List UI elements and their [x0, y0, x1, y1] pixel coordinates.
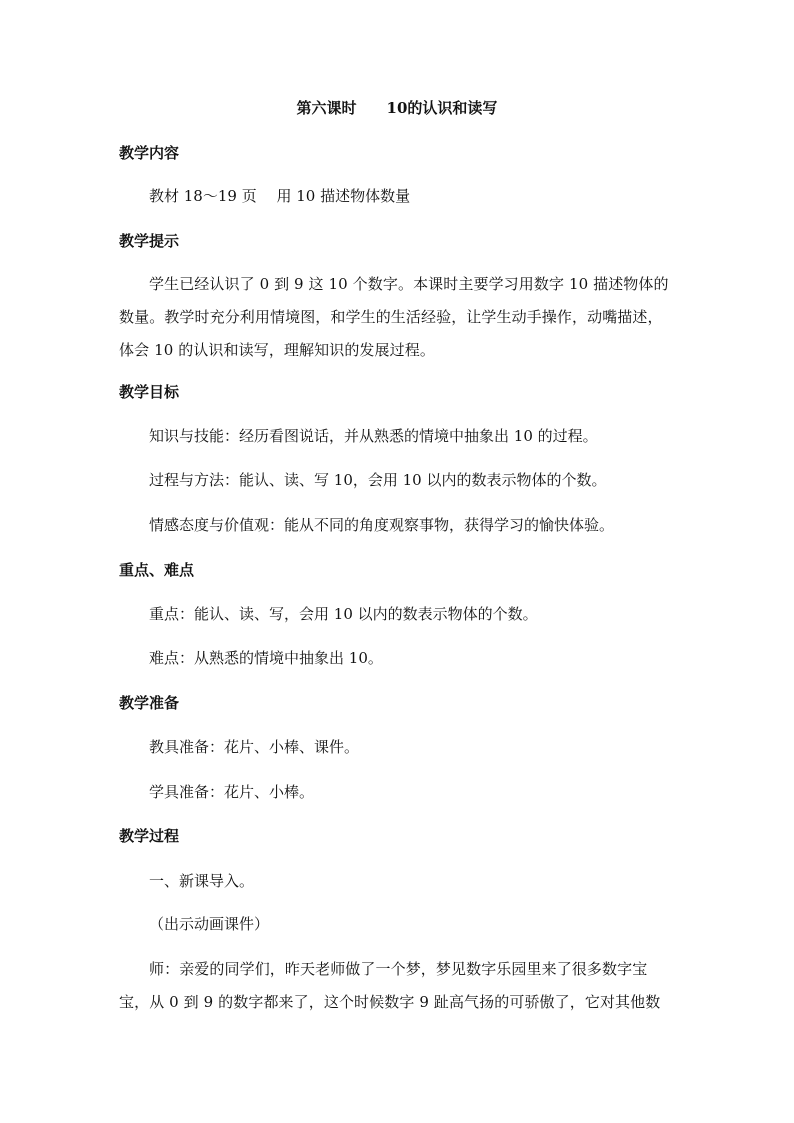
process-item: 一、新课导入。 [149, 872, 255, 890]
hint-line: 体会 10 的认识和读写，理解知识的发展过程。 [119, 341, 435, 359]
heading-hint: 教学提示 [119, 232, 180, 250]
heading-process: 教学过程 [119, 827, 180, 845]
dialogue-line: 师：亲爱的同学们，昨天老师做了一个梦，梦见数字乐园里来了很多数字宝 [149, 960, 648, 978]
hint-line: 学生已经认识了 0 到 9 这 10 个数字。本课时主要学习用数字 10 描述物体的 [149, 275, 669, 293]
heading-goals: 教学目标 [119, 383, 180, 401]
goal-item: 过程与方法：能认、读、写 10，会用 10 以内的数表示物体的个数。 [149, 471, 607, 489]
heading-key-points: 重点、难点 [119, 561, 195, 579]
preparation-item: 学具准备：花片、小棒。 [149, 783, 315, 801]
content-text: 教材 18～19 页 用 10 描述物体数量 [149, 187, 411, 205]
dialogue-line: 宝，从 0 到 9 的数字都来了，这个时候数字 9 趾高气扬的可骄傲了，它对其他数 [119, 993, 661, 1011]
heading-preparation: 教学准备 [119, 694, 180, 712]
preparation-item: 教具准备：花片、小棒、课件。 [149, 738, 360, 756]
goal-item: 情感态度与价值观：能从不同的角度观察事物，获得学习的愉快体验。 [149, 516, 615, 534]
goal-item: 知识与技能：经历看图说话，并从熟悉的情境中抽象出 10 的过程。 [149, 427, 598, 445]
lesson-title: 第六课时 10的认识和读写 [296, 99, 498, 117]
dialogue-paragraph [119, 959, 681, 1025]
hint-paragraph [119, 274, 681, 373]
key-point-item: 难点：从熟悉的情境中抽象出 10。 [149, 649, 383, 667]
heading-content: 教学内容 [119, 144, 180, 162]
process-item: （出示动画课件） [149, 915, 270, 933]
key-point-item: 重点：能认、读、写，会用 10 以内的数表示物体的个数。 [149, 605, 538, 623]
hint-line: 数量。教学时充分利用情境图，和学生的生活经验，让学生动手操作，动嘴描述， [119, 308, 663, 326]
